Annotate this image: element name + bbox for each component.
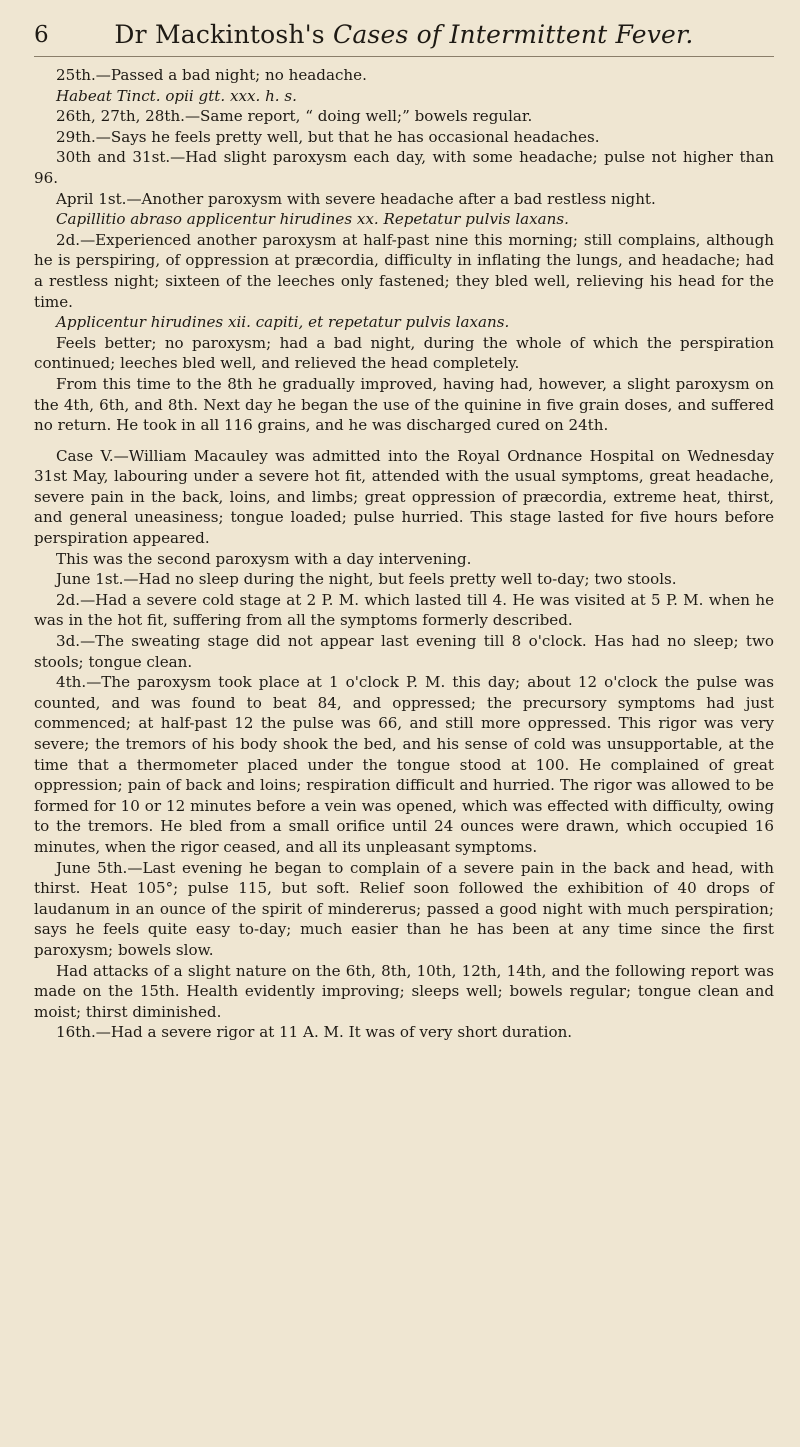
running-title-author: Dr Mackintosh's (114, 20, 325, 49)
running-title (34, 20, 774, 49)
paragraph: 29th.—Says he feels pretty well, but that he has occasional headaches. (56, 127, 600, 146)
prescription-line: Applicentur hirudines xii. capiti, et repetatur pulvis laxans. (56, 313, 510, 332)
paragraph: June 1st.—Had no sleep during the night, but feels pretty well to-day; two stools. (56, 570, 677, 589)
paragraph: 3d.—The sweating stage did not appear last evening till 8 o'clock. Has had no sleep; two stools; tongue clean. (34, 632, 774, 671)
paragraph: From this time to the 8th he gradually improved, having had, however, a slight paroxysm on the 4th, 6th, and 8th. Next day he began the use of the quinine in five grain doses, and suffered no return. He took in all 116 grains, and he was discharged cured on 24th. (34, 374, 774, 435)
paragraph: 4th.—The paroxysm took place at 1 o'clock P. M. this day; about 12 o'clock the pulse was counted, and was found to beat 84, and oppressed; the precursory symptoms had just commenced; at half-past 12 the pulse was 66, and still more oppressed. This rigor was very severe; the tremors of his body shook the bed, and his sense of cold was unsupportable, at the time that a thermometer placed under the tongue stood at 100. He complained of great oppression; pain of back and loins; respiration difficult and hurried. The rigor was allowed to be formed for 10 or 12 minutes before a vein was opened, which was effected with difficulty, owing to the tremors. He bled from a small orifice until 24 ounces were drawn, which occupied 16 minutes, when the rigor ceased, and all its unpleasant symptoms. (34, 673, 774, 856)
paragraph: 16th.—Had a severe rigor at 11 A. M. It was of very short duration. (56, 1023, 573, 1042)
paragraph: Feels better; no paroxysm; had a bad night, during the whole of which the perspiration continued; leeches bled well, and relieved the head completely. (34, 333, 774, 373)
paragraph: Had attacks of a slight nature on the 6th, 8th, 10th, 12th, 14th, and the following report was made on the 15th. Health evidently improving; sleeps well; bowels regular; tongue clean and moist; thirst diminished. (34, 961, 774, 1021)
paragraph: 26th, 27th, 28th.—Same report, “ doing well;” bowels regular. (56, 107, 533, 126)
page-body-text (34, 65, 774, 1043)
prescription-line: Habeat Tinct. opii gtt. xxx. h. s. (56, 86, 297, 105)
paragraph: 2d.—Had a severe cold stage at 2 P. M. which lasted till 4. He was visited at 5 P. M. when he was in the hot fit, suffering from all the symptoms formerly described. (34, 590, 774, 630)
running-header (34, 14, 774, 57)
page-number: 6 (34, 22, 49, 48)
running-title-work: Cases of Intermittent Fever. (332, 20, 694, 49)
paragraph: 30th and 31st.—Had slight paroxysm each day, with some headache; pulse not higher than 96. (34, 148, 774, 187)
paragraph: April 1st.—Another paroxysm with severe headache after a bad restless night. (56, 189, 656, 208)
paragraph: June 5th.—Last evening he began to complain of a severe pain in the back and head, with thirst. Heat 105°; pulse 115, but soft. Relief soon followed the exhibition of 40 drops of laudanum in an ounce of the spirit of mindererus; passed a good night with much perspiration; says he feels quite easy to-day; much easier than he has been at any time since the first paroxysm; bowels slow. (34, 858, 774, 959)
paragraph: 2d.—Experienced another paroxysm at half-past nine this morning; still complains, although he is perspiring, of oppression at præcordia, difficulty in inflating the lungs, and headache; had a restless night; sixteen of the leeches only fastened; they bled well, relieving his head for the time. (34, 230, 774, 311)
paragraph: This was the second paroxysm with a day intervening. (56, 549, 472, 568)
prescription-line: Capillitio abraso applicentur hirudines xx. Repetatur pulvis laxans. (56, 210, 569, 229)
paragraph: 25th.—Passed a bad night; no headache. (56, 66, 367, 84)
case-heading-paragraph: Case V.—William Macauley was admitted into the Royal Ordnance Hospital on Wednesday 31st May, labouring under a severe hot fit, attended with the usual symptoms, great headache, severe pain in the back, loins, and limbs; great oppression of præcordia, extreme heat, thirst, and general uneasiness; tongue loaded; pulse hurried. This stage lasted for five hours before perspiration appeared. (34, 446, 774, 548)
